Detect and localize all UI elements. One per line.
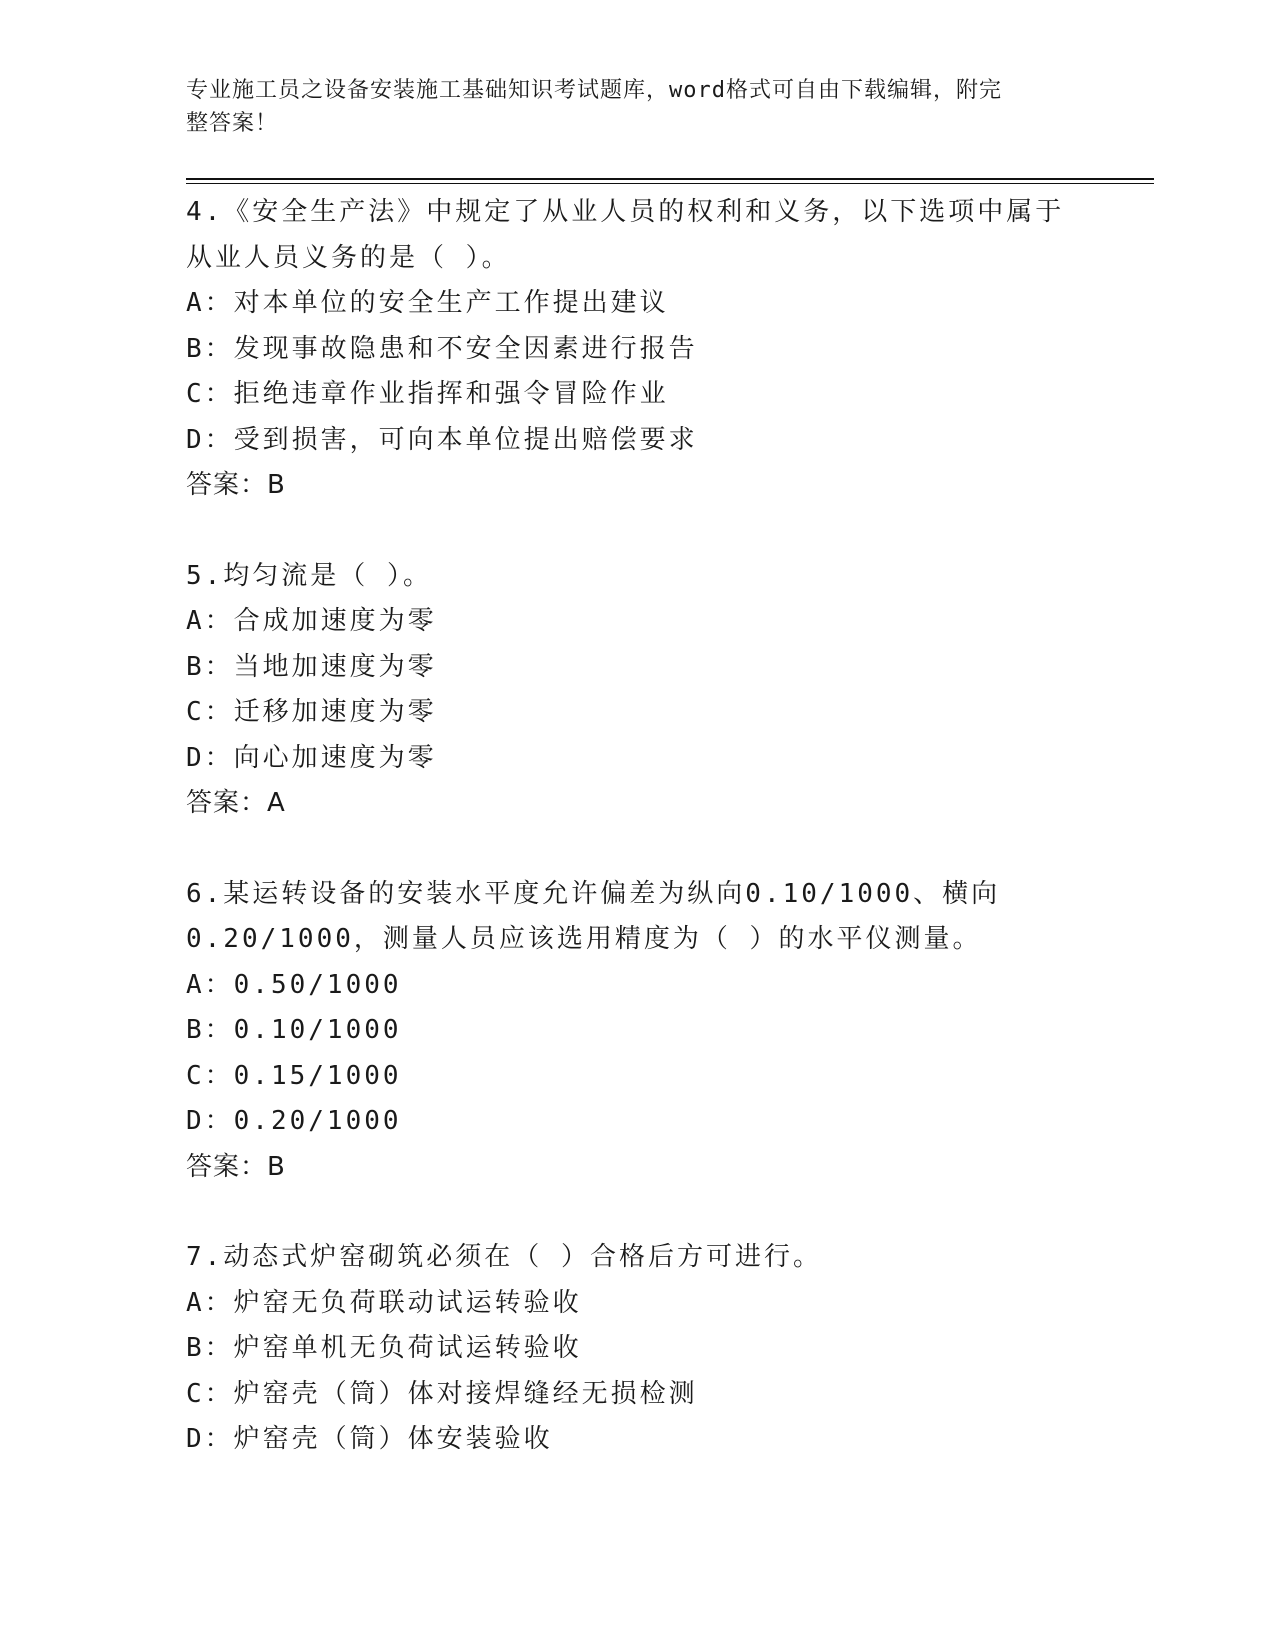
option-c: C：0.15/1000 (186, 1060, 402, 1091)
option-b: B：当地加速度为零 (186, 651, 437, 682)
answer-text: 答案：A (186, 788, 286, 818)
question-stem-line: 从业人员义务的是（ ）。 (186, 242, 511, 273)
option-c: C：迁移加速度为零 (186, 697, 437, 727)
option-a: A：0.50/1000 (186, 969, 402, 1000)
question-stem (186, 554, 1086, 600)
header-divider-thick (186, 178, 1154, 180)
question-stem-line: 7.动态式炉窑砌筑必须在（ ）合格后方可进行。 (186, 1242, 822, 1272)
answer-text: 答案：B (186, 470, 286, 500)
option-b: B：炉窑单机无负荷试运转验收 (186, 1333, 582, 1363)
option-b: B：0.10/1000 (186, 1015, 402, 1045)
option-a: A：合成加速度为零 (186, 606, 437, 636)
question-stem-line: 6.某运转设备的安装水平度允许偏差为纵向0.10/1000、横向 (186, 878, 1001, 909)
option-d: D：受到损害，可向本单位提出赔偿要求 (186, 424, 698, 455)
document-header (186, 74, 1066, 140)
question-4 (186, 190, 1086, 509)
question-stem (186, 1235, 1086, 1281)
question-6 (186, 872, 1086, 1191)
option-d: D：向心加速度为零 (186, 742, 437, 773)
option-d: D：炉窑壳（筒）体安装验收 (186, 1424, 553, 1454)
option-a: A：对本单位的安全生产工作提出建议 (186, 288, 669, 318)
question-stem-line: 0.20/1000，测量人员应该选用精度为（ ）的水平仪测量。 (186, 924, 982, 954)
question-stem-line: 4.《安全生产法》中规定了从业人员的权利和义务，以下选项中属于 (186, 197, 1065, 227)
question-stem (186, 872, 1086, 963)
question-stem-line: 5.均匀流是（ ）。 (186, 560, 432, 591)
question-stem (186, 190, 1086, 281)
question-5 (186, 554, 1086, 827)
option-c: C：拒绝违章作业指挥和强令冒险作业 (186, 379, 669, 409)
question-7 (186, 1235, 1086, 1463)
header-line-2: 整答案！ (186, 111, 279, 136)
option-c: C：炉窑壳（筒）体对接焊缝经无损检测 (186, 1378, 698, 1409)
header-divider-thin (186, 183, 1154, 184)
option-a: A：炉窑无负荷联动试运转验收 (186, 1287, 582, 1318)
header-line-1: 专业施工员之设备安装施工基础知识考试题库，word格式可自由下载编辑，附完 (186, 78, 1002, 103)
answer-text: 答案：B (186, 1151, 286, 1182)
option-d: D：0.20/1000 (186, 1106, 402, 1136)
option-b: B：发现事故隐患和不安全因素进行报告 (186, 333, 698, 364)
question-list (186, 190, 1086, 1508)
